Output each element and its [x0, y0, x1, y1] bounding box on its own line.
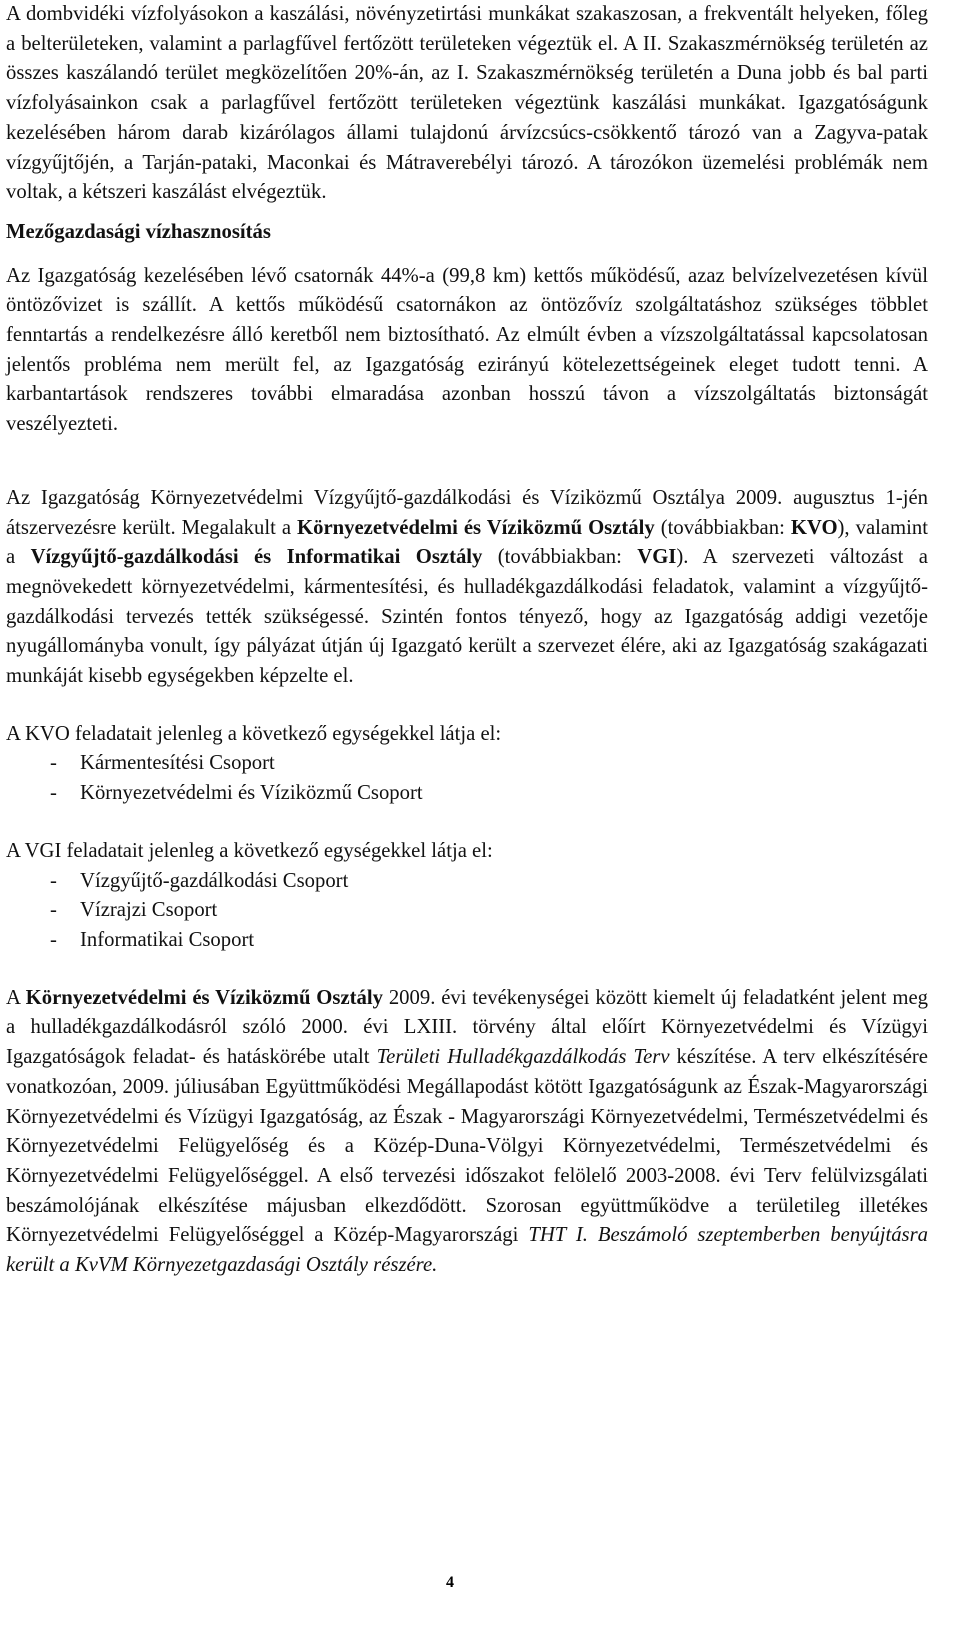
bold-run: Környezetvédelmi és Víziközmű Osztály — [297, 516, 655, 539]
list-item: - Vízgyűjtő-gazdálkodási Csoport — [50, 867, 928, 897]
vgi-list — [6, 867, 928, 956]
italic-run: THT I. Beszámoló szeptemberben benyújtásra került a KvVM Környezetgazdasági Osztály részére. — [6, 1224, 928, 1277]
reorg-paragraph — [6, 484, 928, 692]
kvo-lead: A KVO feladatait jelenleg a következő egységekkel látja el: — [6, 722, 502, 745]
text-run: Az Igazgatóság Környezetvédelmi Vízgyűjtő-gazdálkodási és Víziközmű Osztálya 2009. augusztus 1-jén átszervezésre került. Megalakult a — [6, 486, 928, 539]
bold-run: Vízgyűjtő-gazdálkodási és Informatikai Osztály — [30, 546, 483, 569]
text-run: A — [6, 986, 26, 1009]
text-run: (továbbiakban: — [654, 516, 791, 539]
bold-run: KVO — [790, 516, 838, 539]
intro-paragraph: A dombvidéki vízfolyásokon a kaszálási, növényzetirtási munkákat szakaszosan, a frekventált helyeken, főleg a belterületeken, valamint a parlagfűvel fertőzött területeken végeztük el. A II. Szakaszmérnökség területén az összes kaszálandó terület megközelítően 20%-án, az I. Szakaszmérnökség területén a Duna jobb és bal parti vízfolyásainkon csak a parlagfűvel fertőzött területeken végeztünk kaszálási munkákat. Igazgatóságunk kezelésében három darab kizárólagos állami tulajdonú árvízcsúcs-csökkentő tározó van a Zagyva-patak vízgyűjtőjén, a Tarján-pataki, Maconkai és Mátraverebélyi tározó. A tározókon üzemelési problémák nem voltak, a kétszeri kaszálást elvégeztük. — [6, 3, 928, 204]
section-heading: Mezőgazdasági vízhasznosítás — [6, 220, 271, 243]
text-run: ). A szervezeti változást a megnövekedett környezetvédelmi, kármentesítési, és hulladékgazdálkodási feladatok, valamint a vízgyűjtő-gazdálkodási tervezés tették szükségessé. Szintén fontos tényező, hogy az Igazgatóság addigi vezetője nyugállományba vonult, így pályázat útján új Igazgató került a szervezet élére, aki az Igazgatóság szakágazati munkáját kisebb egységekben képzelte el. — [6, 546, 928, 688]
italic-run: Területi Hulladékgazdálkodás Terv — [376, 1046, 670, 1069]
list-item: - Informatikai Csoport — [50, 926, 928, 956]
list-item: - Kármentesítési Csoport — [50, 749, 928, 779]
text-run: 2009. évi tevékenységei között kiemelt új feladatként jelent meg a hulladékgazdálkodásról szóló 2000. évi LXIII. törvény által előírt Környezetvédelmi és Vízügyi Igazgatóságok feladat- és hatáskörébe utalt — [6, 986, 928, 1069]
bold-run: Környezetvédelmi és Víziközmű Osztály — [25, 986, 383, 1009]
vgi-lead: A VGI feladatait jelenleg a következő egységekkel látja el: — [6, 839, 493, 862]
page-number: 4 — [446, 1574, 454, 1591]
text-run: készítése. A terv elkészítésére vonatkozóan, 2009. júliusában Együttműködési Megállapodást kötött Igazgatóságunk az Észak-Magyarországi Környezetvédelmi és Vízügyi Igazgatóság, az Észak - Magyarországi Környezetvédelmi, Természetvédelmi és Környezetvédelmi Felügyelőség és a Közép-Duna-Völgyi Környezetvédelmi, Természetvédelmi és Környezetvédelmi Felügyelőséggel. A első tervezési időszakot felölelő 2003-2008. évi Terv felülvizsgálati beszámolójának elkészítése májusban elkezdődött. Szorosan együttműködve a területileg illetékes Környezetvédelmi Felügyelőséggel a Közép-Magyarországi — [6, 1046, 928, 1247]
list-item: - Vízrajzi Csoport — [50, 896, 928, 926]
bold-run: VGI — [637, 546, 677, 569]
list-item: - Környezetvédelmi és Víziközmű Csoport — [50, 779, 928, 809]
text-run: (továbbiakban: — [482, 546, 638, 569]
kvo-list — [6, 749, 928, 808]
final-paragraph — [6, 984, 928, 1281]
text-run: ), valamint a — [6, 516, 928, 569]
agri-paragraph: Az Igazgatóság kezelésében lévő csatornák 44%-a (99,8 km) kettős működésű, azaz belvízelvezetésen kívül öntözővizet is szállít. A kettős működésű csatornákon az öntözővíz szolgáltatáshoz szükséges többlet fenntartás a rendelkezésre álló keretből nem biztosítható. Az elmúlt évben a vízszolgáltatással kapcsolatosan jelentős probléma nem merült fel, az Igazgatóság ezirányú kötelezettségeinek eleget tudott tenni. A karbantartások rendszeres további elmaradása azonban hosszú távon a vízszolgáltatás biztonságát veszélyezteti. — [6, 264, 928, 436]
